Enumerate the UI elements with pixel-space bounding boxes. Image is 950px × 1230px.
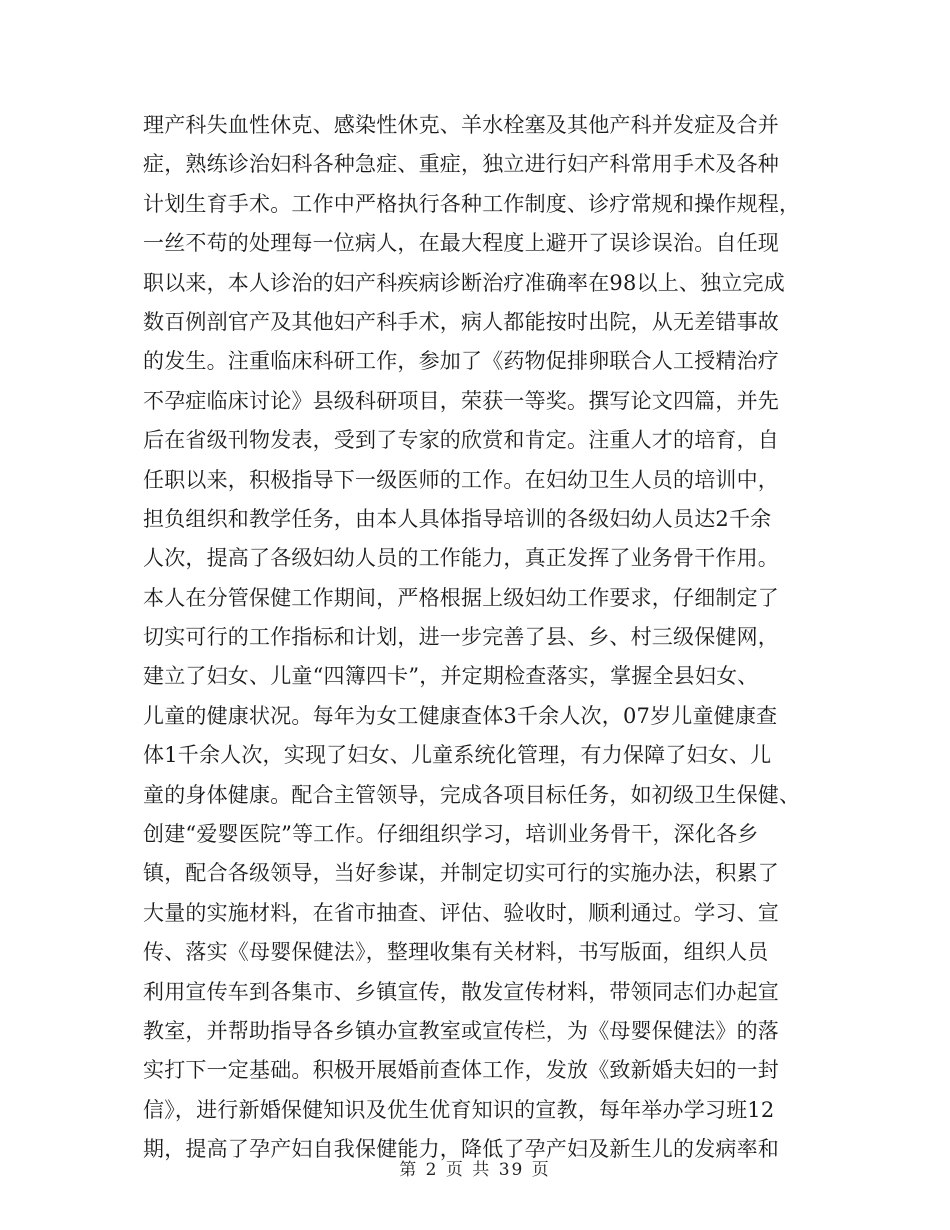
text-line-1: 理产科失血性休克、感染性休克、羊水栓塞及其他产科并发症及合并 <box>143 113 779 137</box>
text-line-13: 本人在分管保健工作期间，严格根据上级妇幼工作要求，仔细制定了 <box>143 585 779 610</box>
text-line-4: 一丝不苟的处理每一位病人，在最大程度上避开了误诊误治。自任现 <box>143 231 779 256</box>
text-line-21: 大量的实施材料，在省市抽查、评估、验收时，顺利通过。学习、宣 <box>143 900 779 925</box>
text-line-12: 人次，提高了各级妇幼人员的工作能力，真正发挥了业务骨干作用。 <box>143 546 779 571</box>
page-number-label: 第 2 页 共 39 页 <box>399 1160 551 1180</box>
text-line-9: 后在省级刊物发表，受到了专家的欣赏和肯定。注重人才的培育，自 <box>143 428 779 453</box>
text-line-26: 信》，进行新婚保健知识及优生优育知识的宣教，每年举办学习班12 <box>143 1097 775 1122</box>
text-line-3: 计划生育手术。工作中严格执行各种工作制度、诊疗常规和操作规程， <box>143 191 801 216</box>
text-line-5: 职以来，本人诊治的妇产科疾病诊断治疗准确率在98以上、独立完成 <box>143 270 785 295</box>
text-line-18: 童的身体健康。配合主管领导，完成各项目标任务，如初级卫生保健、 <box>143 782 801 807</box>
text-line-22: 传、落实《母婴保健法》，整理收集有关材料，书写版面，组织人员 <box>143 940 769 965</box>
text-line-27: 期，提高了孕产妇自我保健能力，降低了孕产妇及新生儿的发病率和 <box>143 1137 779 1162</box>
text-line-16: 儿童的健康状况。每年为女工健康查体3千余人次，07岁儿童健康查 <box>143 703 778 728</box>
text-line-19: 创建“爱婴医院”等工作。仔细组织学习，培训业务骨干，深化各乡 <box>143 822 759 847</box>
body-text <box>143 106 813 1170</box>
text-line-20: 镇，配合各级领导，当好参谋，并制定切实可行的实施办法，积累了 <box>143 861 779 886</box>
text-line-15: 建立了妇女、儿童“四簿四卡”，并定期检查落实，掌握全县妇女、 <box>143 664 759 689</box>
text-line-10: 任职以来，积极指导下一级医师的工作。在妇幼卫生人员的培训中， <box>143 467 779 492</box>
text-line-7: 的发生。注重临床科研工作，参加了《药物促排卵联合人工授精治疗 <box>143 349 779 374</box>
text-line-23: 利用宣传车到各集市、乡镇宣传，散发宣传材料，带领同志们办起宣 <box>143 979 779 1004</box>
text-line-11: 担负组织和教学任务，由本人具体指导培训的各级妇幼人员达2千余 <box>143 506 772 531</box>
text-line-14: 切实可行的工作指标和计划，进一步完善了县、乡、村三级保健网， <box>143 625 779 650</box>
text-line-2: 症，熟练诊治妇科各种急症、重症，独立进行妇产科常用手术及各种 <box>143 152 779 177</box>
text-line-8: 不孕症临床讨论》县级科研项目，荣获一等奖。撰写论文四篇，并先 <box>143 388 779 413</box>
text-line-17: 体1千余人次，实现了妇女、儿童系统化管理，有力保障了妇女、儿 <box>143 743 772 768</box>
text-line-25: 实打下一定基础。积极开展婚前查体工作，发放《致新婚夫妇的一封 <box>143 1058 779 1083</box>
page-footer <box>0 1155 950 1180</box>
text-line-6: 数百例剖官产及其他妇产科手术，病人都能按时出院，从无差错事故 <box>143 309 779 334</box>
text-line-24: 教室，并帮助指导各乡镇办宣教室或宣传栏，为《母婴保健法》的落 <box>143 1018 779 1043</box>
